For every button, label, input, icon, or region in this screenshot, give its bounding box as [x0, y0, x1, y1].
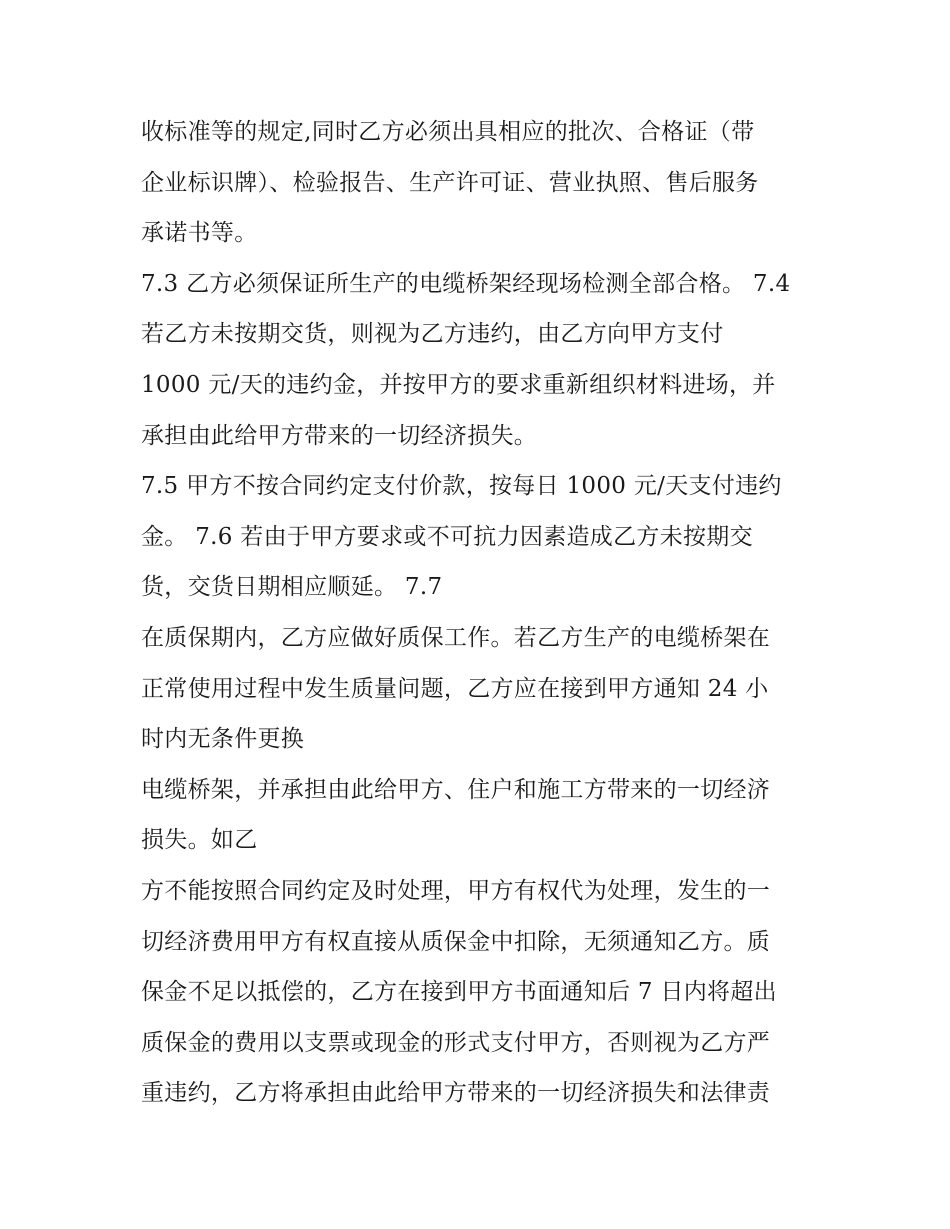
text-line: 承诺书等。 — [141, 220, 258, 247]
text-line: 重违约，乙方将承担由此给甲方带来的一切经济损失和法律责 — [141, 1080, 771, 1107]
text-line: 切经济费用甲方有权直接从质保金中扣除，无须通知乙方。质 — [141, 928, 771, 955]
text-line: 收标准等的规定,同时乙方必须出具相应的批次、合格证（带 — [141, 119, 755, 145]
text-line: 7.3 乙方必须保证所生产的电缆桥架经现场检测全部合格。 7.4 — [141, 270, 791, 297]
text-line: 正常使用过程中发生质量问题，乙方应在接到甲方通知 24 小 — [141, 675, 769, 702]
text-line: 保金不足以抵偿的，乙方在接到甲方书面通知后 7 日内将超出 — [141, 979, 777, 1006]
text-line: 企业标识牌）、检验报告、生产许可证、营业执照、售后服务 — [141, 169, 759, 196]
text-line: 金。 7.6 若由于甲方要求或不可抗力因素造成乙方未按期交 — [141, 523, 753, 550]
text-line: 承担由此给甲方带来的一切经济损失。 — [141, 422, 538, 449]
text-line: 方不能按照合同约定及时处理，甲方有权代为处理，发生的一 — [141, 877, 771, 904]
text-line: 1000 元/天的违约金，并按甲方的要求重新组织材料进场，并 — [141, 371, 776, 398]
text-line: 质保金的费用以支票或现金的形式支付甲方，否则视为乙方严 — [141, 1029, 771, 1056]
text-line: 在质保期内，乙方应做好质保工作。若乙方生产的电缆桥架在 — [141, 624, 771, 651]
text-line: 7.5 甲方不按合同约定支付价款，按每日 1000 元/天支付违约 — [141, 473, 782, 500]
contract-text — [141, 107, 841, 1119]
text-line: 若乙方未按期交货，则视为乙方违约，由乙方向甲方支付 — [141, 321, 724, 348]
text-line: 损失。如乙 — [141, 827, 258, 854]
text-line: 电缆桥架，并承担由此给甲方、住户和施工方带来的一切经济 — [141, 776, 771, 803]
text-line: 时内无条件更换 — [141, 726, 305, 753]
text-line: 货，交货日期相应顺延。 7.7 — [141, 574, 443, 601]
